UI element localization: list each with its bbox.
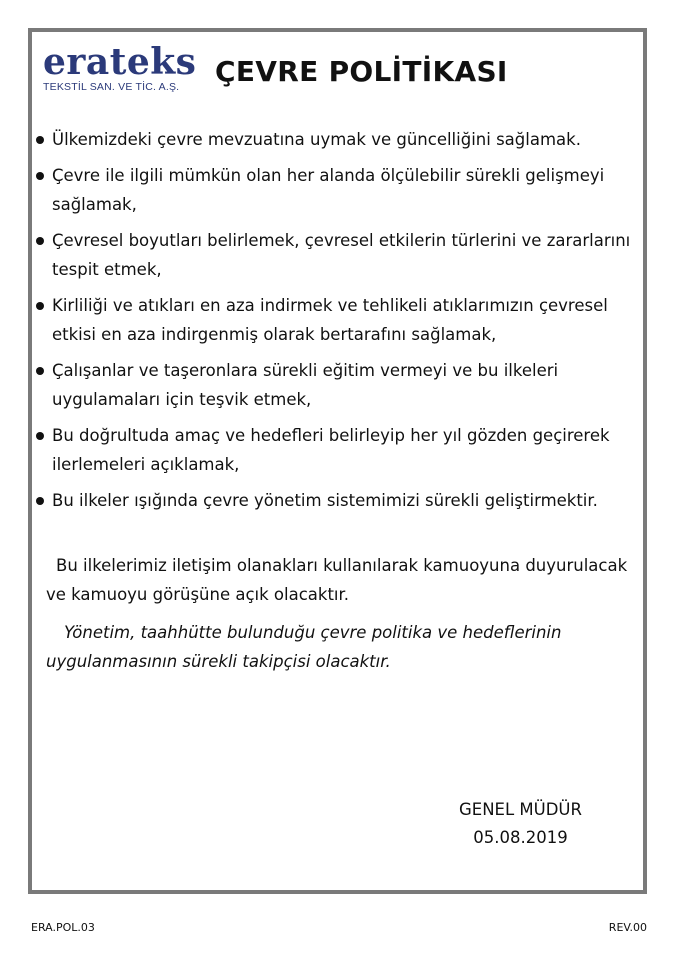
signature-block [438, 796, 603, 852]
logo-subtitle: TEKSTİL SAN. VE TİC. A.Ş. [43, 81, 180, 93]
list-item-text: Bu doğrultuda amaç ve hedefleri belirleyip her yıl gözden geçirerek ilerlemeleri açıklamak, [52, 426, 610, 474]
list-item [36, 421, 636, 479]
signature-role: GENEL MÜDÜR [459, 800, 582, 819]
company-logo [43, 41, 203, 93]
bullet-icon [36, 432, 44, 440]
policy-list [36, 125, 636, 522]
list-item [36, 486, 636, 515]
bullet-icon [36, 497, 44, 505]
list-item [36, 291, 636, 349]
bullet-icon [36, 367, 44, 375]
signature-date: 05.08.2019 [473, 828, 568, 847]
bullet-icon [36, 302, 44, 310]
list-item-text: Ülkemizdeki çevre mevzuatına uymak ve güncelliğini sağlamak. [52, 130, 581, 149]
document-code: ERA.POL.03 [31, 921, 95, 934]
list-item [36, 226, 636, 284]
bullet-icon [36, 237, 44, 245]
list-item-text: Çalışanlar ve taşeronlara sürekli eğitim vermeyi ve bu ilkeleri uygulamaları için teşvik etmek, [52, 361, 559, 409]
bullet-icon [36, 172, 44, 180]
bullet-icon [36, 136, 44, 144]
list-item [36, 125, 636, 154]
list-item-text: Çevre ile ilgili mümkün olan her alanda ölçülebilir sürekli gelişmeyi sağlamak, [52, 166, 605, 214]
page-title: ÇEVRE POLİTİKASI [215, 55, 508, 88]
list-item [36, 161, 636, 219]
publication-paragraph: Bu ilkelerimiz iletişim olanakları kullanılarak kamuoyuna duyurulacak ve kamuoyu görüşüne açık olacaktır. [46, 556, 628, 604]
logo-wordmark: erateks [43, 41, 197, 83]
list-item-text: Kirliliği ve atıkları en aza indirmek ve tehlikeli atıklarımızın çevresel etkisi en aza indirgenmiş olarak bertarafını sağlamak, [52, 296, 608, 344]
commitment-paragraph: Yönetim, taahhütte bulunduğu çevre politika ve hedeflerinin uygulanmasının sürekli takipçisi olacaktır. [46, 623, 562, 671]
list-item-text: Çevresel boyutları belirlemek, çevresel etkilerin türlerini ve zararlarını tespit etmek, [52, 231, 631, 279]
list-item [36, 356, 636, 414]
revision-label: REV.00 [608, 921, 647, 934]
list-item-text: Bu ilkeler ışığında çevre yönetim sistemimizi sürekli geliştirmektir. [52, 491, 598, 510]
